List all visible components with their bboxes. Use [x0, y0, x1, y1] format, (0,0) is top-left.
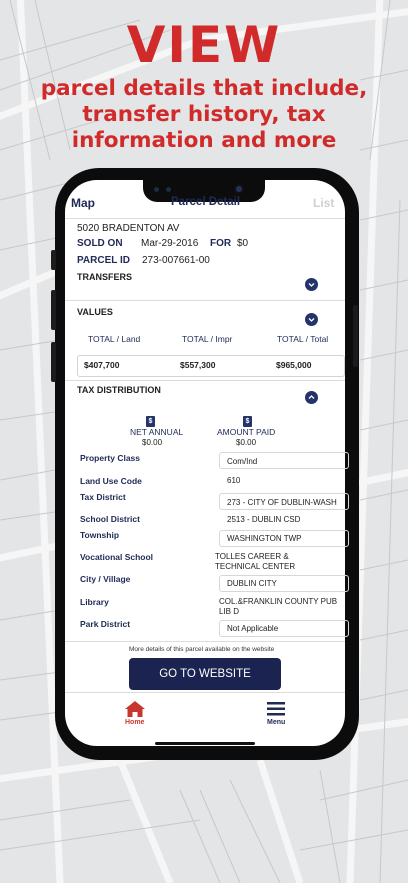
- home-indicator: [155, 742, 255, 745]
- values-header-impr: TOTAL / Impr: [182, 334, 233, 344]
- page-title: Parcel Detail: [171, 196, 241, 208]
- transfers-heading: TRANSFERS: [77, 272, 133, 282]
- tax-row-value: 610: [227, 476, 241, 485]
- map-back-button[interactable]: Map: [71, 196, 95, 210]
- front-camera: [234, 184, 244, 194]
- sensor-dot: [153, 186, 160, 193]
- tax-row-label: Vocational School: [80, 552, 154, 562]
- section-divider: [65, 300, 345, 301]
- tax-row-label: Property Class: [80, 453, 140, 463]
- mute-switch: [51, 250, 56, 270]
- tab-home-label: Home: [125, 719, 145, 726]
- tax-row-label: City / Village: [80, 574, 131, 584]
- chevron-up-icon[interactable]: [305, 391, 318, 404]
- hamburger-menu-icon: [267, 702, 285, 716]
- sold-on-label: SOLD ON: [77, 238, 123, 249]
- tax-row-value: 2513 - DUBLIN CSD: [227, 515, 301, 524]
- tax-row-value-line2: TECHNICAL CENTER: [215, 562, 296, 571]
- tax-row-value-line2: LIB D: [219, 607, 240, 616]
- chevron-down-icon[interactable]: [305, 313, 318, 326]
- tax-row-value: Not Applicable: [227, 624, 279, 633]
- amount-paid-value: $0.00: [236, 438, 257, 447]
- headline-line-1: parcel details that include,: [40, 76, 368, 101]
- list-button[interactable]: List: [313, 196, 335, 210]
- power-button: [353, 305, 358, 367]
- tabbar-divider: [65, 692, 345, 693]
- tax-row-label: Land Use Code: [80, 476, 142, 486]
- volume-up-button: [51, 290, 56, 330]
- tax-row-label: Library: [80, 597, 109, 607]
- home-icon: [124, 700, 146, 718]
- website-note: More details of this parcel available on the website: [129, 646, 275, 653]
- parcel-id-value: 273-007661-00: [142, 255, 210, 266]
- headline-line-2: transfer history, tax: [82, 102, 326, 127]
- parcel-address: 5020 BRADENTON AV: [77, 223, 180, 234]
- amount-paid-label: AMOUNT PAID: [217, 427, 276, 437]
- headline: [0, 14, 408, 154]
- parcel-id-label: PARCEL ID: [77, 255, 130, 266]
- money-doc-icon: $: [146, 416, 155, 427]
- values-cell-impr: $557,300: [180, 360, 216, 370]
- sale-price: $0: [237, 238, 249, 249]
- tax-heading: TAX DISTRIBUTION: [77, 385, 161, 395]
- tax-row-value: WASHINGTON TWP: [227, 534, 302, 543]
- volume-down-button: [51, 342, 56, 382]
- tab-home[interactable]: [120, 700, 150, 728]
- net-annual-value: $0.00: [142, 438, 163, 447]
- sold-on-value: Mar-29-2016: [141, 238, 199, 249]
- sensor-dot: [165, 186, 172, 193]
- values-header-land: TOTAL / Land: [88, 334, 141, 344]
- net-annual-label: NET ANNUAL: [130, 427, 184, 437]
- tax-row-label: Park District: [80, 619, 131, 629]
- section-divider: [65, 641, 345, 642]
- values-heading: VALUES: [77, 307, 113, 317]
- headline-big: VIEW: [126, 16, 282, 74]
- values-cell-land: $407,700: [84, 360, 120, 370]
- tax-row-value: DUBLIN CITY: [227, 579, 277, 588]
- tax-row-label: Tax District: [80, 492, 126, 502]
- for-label: FOR: [210, 238, 232, 249]
- tax-row-value: COL.&FRANKLIN COUNTY PUB: [219, 597, 338, 606]
- values-cell-total: $965,000: [276, 360, 312, 370]
- tax-row-value: 273 - CITY OF DUBLIN-WASH: [227, 498, 337, 507]
- tax-row-label: Township: [80, 530, 120, 540]
- nav-divider: [65, 218, 345, 219]
- tax-row-value: Com/Ind: [227, 457, 258, 466]
- values-header-total: TOTAL / Total: [277, 334, 329, 344]
- chevron-down-icon[interactable]: [305, 278, 318, 291]
- money-doc-icon: $: [243, 416, 252, 427]
- section-divider: [65, 380, 345, 381]
- tab-menu[interactable]: [262, 700, 292, 728]
- tax-row-value: TOLLES CAREER &: [215, 552, 289, 561]
- headline-line-3: information and more: [71, 128, 337, 153]
- tab-menu-label: Menu: [267, 719, 286, 726]
- tax-row-label: School District: [80, 514, 140, 524]
- go-to-website-button[interactable]: GO TO WEBSITE: [129, 658, 281, 690]
